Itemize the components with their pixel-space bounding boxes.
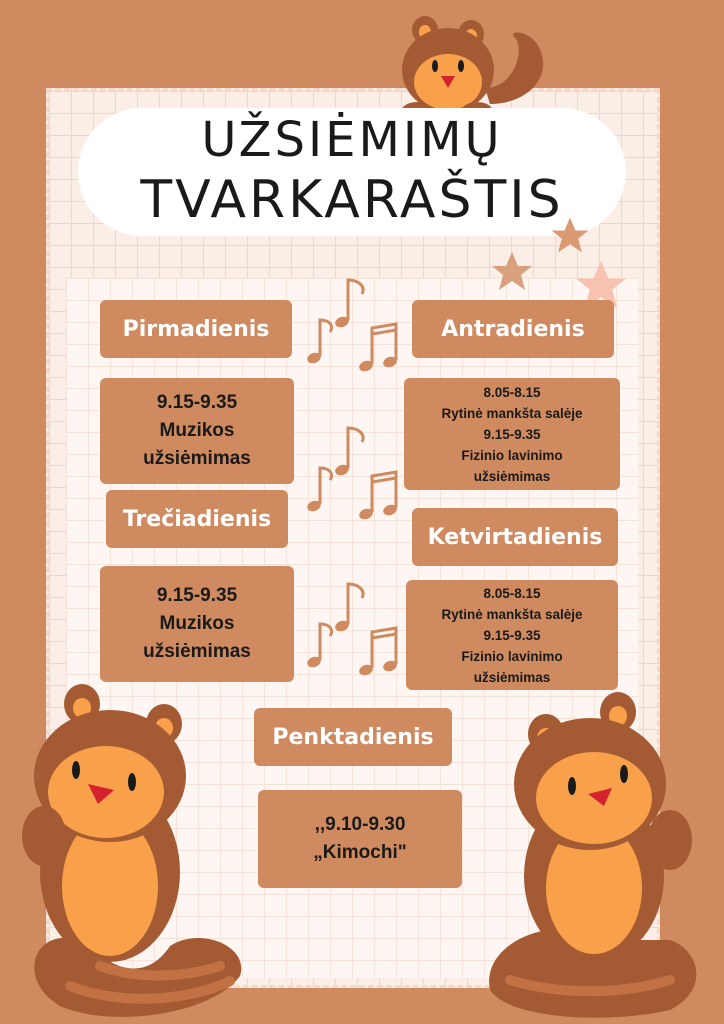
squirrel-icon [0,676,250,1024]
schedule-box-monday [100,378,294,484]
schedule-activity: Fizinio lavinimo [461,648,563,664]
schedule-box-wednesday [100,566,294,682]
schedule-time: 9.15-9.35 [156,585,238,606]
music-note-icon [300,272,410,382]
schedule-activity: užsiėmimas [143,641,251,662]
page-title-line2: TVARKARAŠTIS [140,170,564,230]
star-icon [488,248,536,296]
schedule-activity: užsiėmimas [473,669,551,685]
schedule-time: 9.15-9.35 [483,426,541,442]
music-note-icon [300,576,410,686]
schedule-activity: Muzikos [159,613,235,634]
music-note-icon [300,420,410,530]
day-label-wednesday: Trečiadienis [106,490,288,548]
schedule-time: 9.15-9.35 [156,392,238,413]
schedule-time: 8.05-8.15 [483,585,541,601]
star-icon [548,214,592,258]
page-title-line1: UŽSIĖMIMŲ [201,112,503,168]
schedule-box-friday [258,790,462,888]
schedule-box-thursday [406,580,618,690]
schedule-time: 9.15-9.35 [483,627,541,643]
schedule-activity: Muzikos [159,420,235,441]
day-label-friday: Penktadienis [254,708,452,766]
schedule-time: 8.05-8.15 [483,384,541,400]
day-label-monday: Pirmadienis [100,300,292,358]
squirrel-icon [365,8,555,120]
squirrel-icon [470,690,724,1024]
schedule-activity: Rytinė mankšta salėje [441,606,583,622]
schedule-activity: „Kimochi" [313,842,407,863]
schedule-time: ,,9.10-9.30 [314,814,406,835]
schedule-activity: užsiėmimas [143,448,251,469]
day-label-tuesday: Antradienis [412,300,614,358]
schedule-box-tuesday [404,378,620,490]
schedule-activity: užsiėmimas [473,468,551,484]
day-label-thursday: Ketvirtadienis [412,508,618,566]
schedule-activity: Fizinio lavinimo [461,447,563,463]
schedule-activity: Rytinė mankšta salėje [441,405,583,421]
